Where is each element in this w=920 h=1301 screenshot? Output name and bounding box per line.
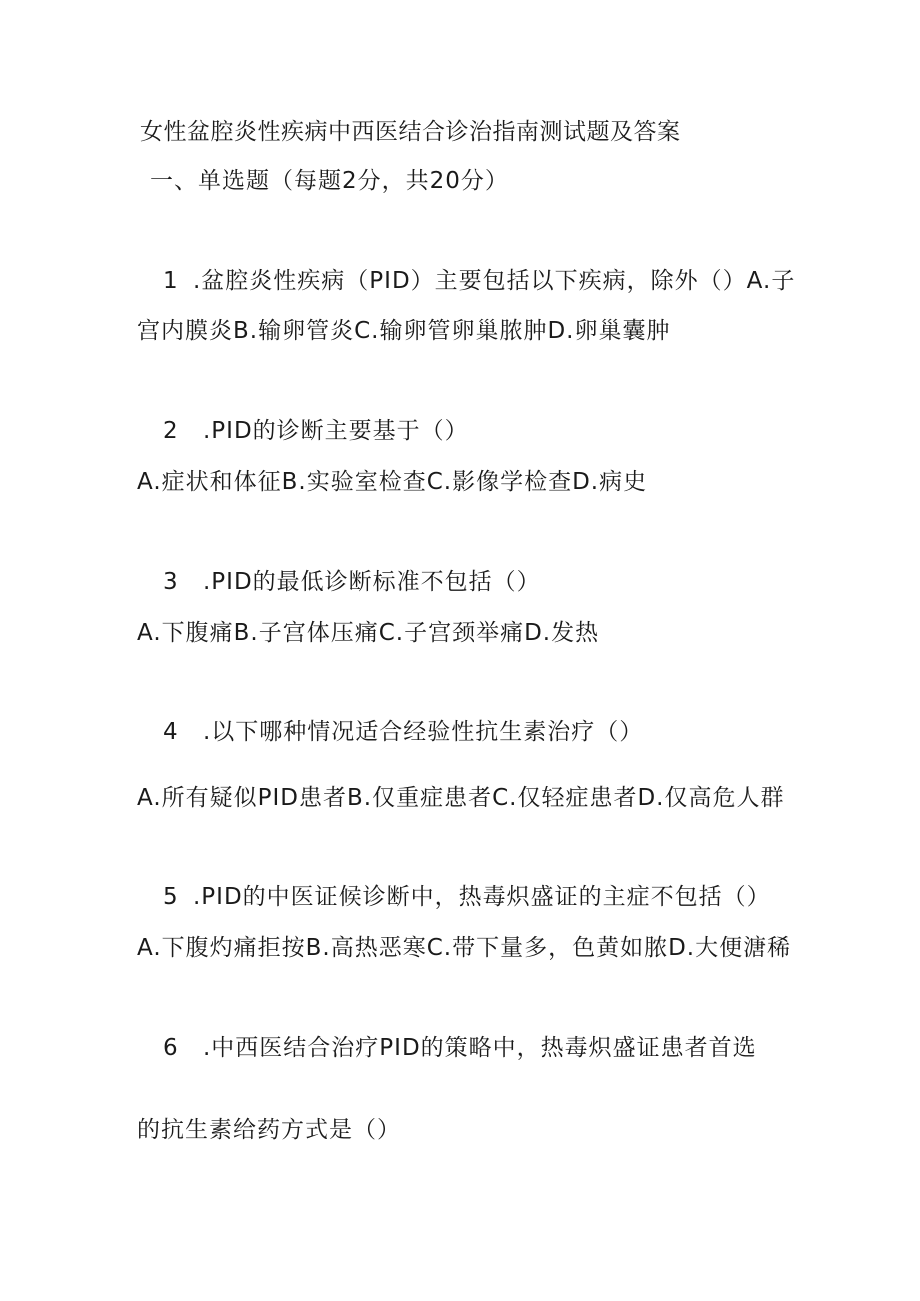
question-5-stem (163, 882, 771, 912)
question-number: 1 (163, 268, 179, 294)
document-title: 女性盆腔炎性疾病中西医结合诊治指南测试题及答案 (140, 119, 681, 145)
question-4-options: A.所有疑似PID患者B.仅重症患者C.仅轻症患者D.仅高危人群 (137, 785, 785, 811)
question-text: .PID的诊断主要基于（） (203, 418, 469, 444)
question-6-continuation: 的抗生素给药方式是（） (137, 1117, 401, 1143)
question-1-options: 宫内膜炎B.输卵管炎C.输卵管卵巢脓肿D.卵巢囊肿 (137, 318, 671, 344)
question-3-options: A.下腹痛B.子宫体压痛C.子宫颈举痛D.发热 (137, 620, 600, 646)
question-text: .盆腔炎性疾病（PID）主要包括以下疾病，除外（）A.子 (193, 268, 796, 294)
question-3-stem (163, 567, 541, 597)
question-2-options: A.症状和体征B.实验室检查C.影像学检查D.病史 (137, 469, 648, 495)
question-number: 5 (163, 884, 179, 910)
question-2-stem (163, 416, 469, 446)
question-text: .以下哪种情况适合经验性抗生素治疗（） (203, 719, 644, 745)
question-number: 4 (163, 719, 179, 745)
question-number: 2 (163, 418, 179, 444)
section-heading: 一、单选题（每题2分，共20分） (150, 168, 509, 194)
question-text: .PID的最低诊断标准不包括（） (203, 569, 541, 595)
question-6-stem (163, 1033, 757, 1063)
question-5-options: A.下腹灼痛拒按B.高热恶寒C.带下量多，色黄如脓D.大便溏稀 (137, 935, 792, 961)
question-number: 3 (163, 569, 179, 595)
question-number: 6 (163, 1035, 179, 1061)
question-1-stem (163, 266, 795, 296)
question-text: .中西医结合治疗PID的策略中，热毒炽盛证患者首选 (203, 1035, 757, 1061)
question-4-stem (163, 717, 643, 747)
question-text: .PID的中医证候诊断中，热毒炽盛证的主症不包括（） (193, 884, 771, 910)
